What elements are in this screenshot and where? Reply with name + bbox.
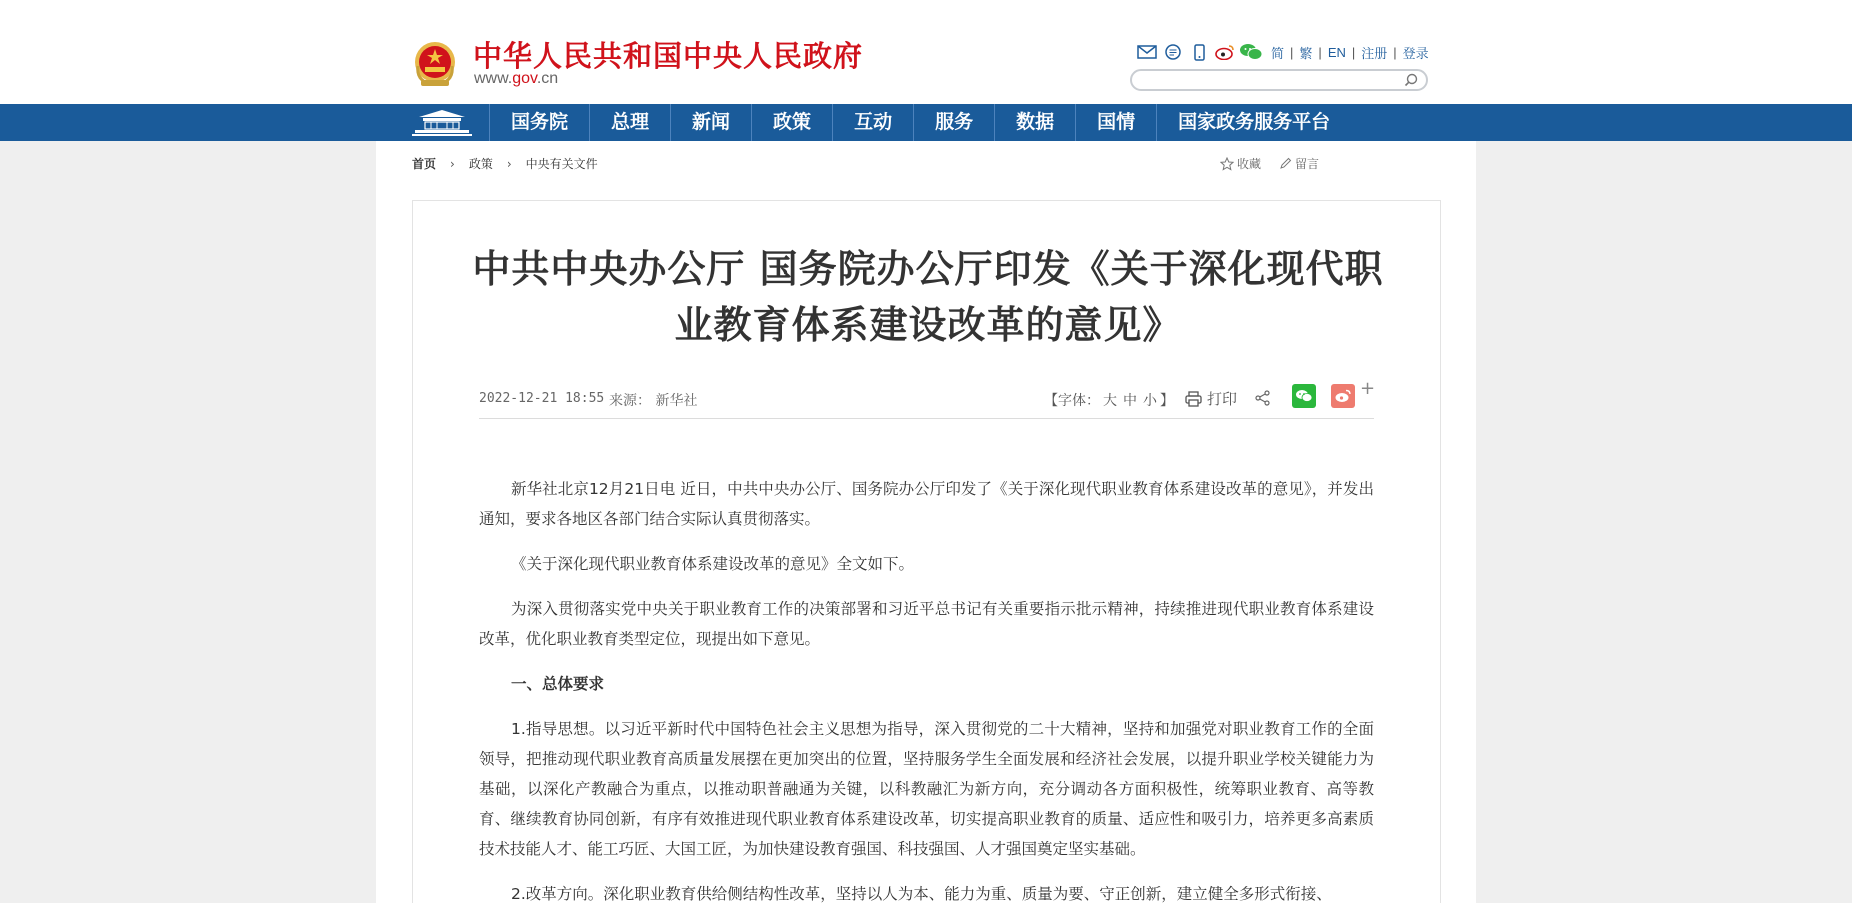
login-link[interactable]: 登录 <box>1402 45 1429 61</box>
article-paragraph: 《关于深化现代职业教育体系建设改革的意见》全文如下。 <box>511 555 915 573</box>
nav-items <box>489 104 1351 141</box>
print-button[interactable] <box>1185 388 1237 409</box>
printer-icon <box>1185 391 1202 407</box>
article-body <box>479 474 1374 903</box>
register-link[interactable]: 注册 <box>1361 45 1388 61</box>
wechat-icon[interactable] <box>1239 42 1263 62</box>
favorite-button[interactable] <box>1220 155 1261 172</box>
font-size-medium[interactable]: 中 <box>1123 393 1137 409</box>
header-tools <box>1135 41 1435 63</box>
chevron-right-icon: › <box>506 156 512 171</box>
chevron-right-icon: › <box>450 156 455 171</box>
nav-item-data[interactable]: 数据 <box>995 104 1076 141</box>
url-highlight: gov <box>512 70 537 87</box>
nav-item-state-council[interactable]: 国务院 <box>489 104 590 141</box>
print-label: 打印 <box>1207 390 1238 408</box>
favorite-label: 收藏 <box>1237 157 1262 171</box>
separator: | <box>1290 44 1294 60</box>
site-title[interactable]: 中华人民共和国中央人民政府 <box>473 39 864 73</box>
nav-item-gov-services-platform[interactable]: 国家政务服务平台 <box>1178 111 1331 133</box>
publish-time: 2022-12-21 18:55 <box>479 391 605 406</box>
font-size-label-open: 【字体： <box>1044 393 1100 409</box>
source-label: 来源： <box>609 393 651 409</box>
more-share-button[interactable]: + <box>1360 378 1376 399</box>
weibo-icon[interactable] <box>1213 42 1237 62</box>
separator: | <box>1351 44 1356 60</box>
comment-button[interactable] <box>1279 155 1319 172</box>
nav-item-policy[interactable]: 政策 <box>752 104 833 141</box>
pencil-icon <box>1279 157 1292 170</box>
mobile-icon[interactable] <box>1187 42 1211 62</box>
search-icon[interactable] <box>1403 72 1419 88</box>
nav-item-services[interactable]: 服务 <box>914 104 995 141</box>
article-paragraph: 2.改革方向。深化职业教育供给侧结构性改革，坚持以人为本、能力为重、质量为要、守正创新，建立健全多形式衔接、 <box>511 885 1332 903</box>
nav-item-premier[interactable]: 总理 <box>590 104 671 141</box>
message-icon[interactable] <box>1161 42 1185 62</box>
separator: | <box>1318 44 1322 60</box>
search-box <box>1130 69 1428 91</box>
weibo-share-icon[interactable] <box>1331 384 1355 408</box>
nav-item-interaction[interactable]: 互动 <box>833 104 914 141</box>
traditional-link[interactable]: 繁 <box>1299 45 1313 61</box>
article-paragraph: 新华社北京12月21日电 近日，中共中央办公厅、国务院办公厅印发了《关于深化现代职业教育体系建设改革的意见》，并发出通知，要求各地区各部门结合实际认真贯彻落实。 <box>479 480 1374 528</box>
font-size-large[interactable]: 大 <box>1103 393 1117 409</box>
simplified-link[interactable]: 简 <box>1271 45 1285 61</box>
article-card <box>412 200 1441 903</box>
source-name: 新华社 <box>655 393 698 409</box>
url-suffix: .cn <box>536 70 559 87</box>
article-meta <box>479 378 1376 419</box>
home-icon[interactable] <box>411 108 473 138</box>
font-size-small[interactable]: 小 <box>1143 393 1157 409</box>
breadcrumb-home[interactable]: 首页 <box>412 157 437 171</box>
english-link[interactable]: EN <box>1327 44 1346 60</box>
source <box>609 390 697 410</box>
search-input[interactable] <box>1142 72 1397 88</box>
nav-item-national-info[interactable]: 国情 <box>1076 104 1157 141</box>
section-heading: 一、总体要求 <box>511 674 605 693</box>
article-title: 中共中央办公厅 国务院办公厅印发《关于深化现代职业教育体系建设改革的意见》 <box>472 247 1384 347</box>
article-paragraph: 为深入贯彻落实党中央关于职业教育工作的决策部署和习近平总书记有关重要指示批示精神，持续推进现代职业教育体系建设改革，优化职业教育类型定位，现提出如下意见。 <box>479 600 1374 648</box>
breadcrumb-central-documents[interactable]: 中央有关文件 <box>525 157 598 171</box>
separator: | <box>1393 44 1397 60</box>
mail-icon[interactable] <box>1135 42 1159 62</box>
font-size-label-close: 】 <box>1160 393 1174 409</box>
font-size-selector <box>1044 390 1174 410</box>
main-nav <box>0 104 1852 141</box>
breadcrumb-policy[interactable]: 政策 <box>468 157 493 171</box>
comment-label: 留言 <box>1295 157 1320 171</box>
nav-item-news[interactable]: 新闻 <box>671 104 752 141</box>
site-header <box>0 0 1852 104</box>
share-icon[interactable] <box>1255 390 1270 406</box>
site-url[interactable] <box>474 70 558 88</box>
url-prefix: www. <box>474 70 513 87</box>
breadcrumb <box>412 155 598 172</box>
article-paragraph: 1.指导思想。以习近平新时代中国特色社会主义思想为指导，深入贯彻党的二十大精神，坚持和加强党对职业教育工作的全面领导，把推动现代职业教育高质量发展摆在更加突出的位置，坚持服务学生全面发展和经济社会发展，以提升职业学校关键能力为基础，以深化产教融合为重点，以推动职普融通为关键，以科教融汇为新方向，充分调动各方面积极性，统筹职业教育、高等教育、继续教育协同创新，有序有效推进现代职业教育体系建设改革，切实提高职业教育的质量、适应性和吸引力，培养更多高素质技术技能人才、能工巧匠、大国工匠，为加快建设教育强国、科技强国、人才强国奠定坚实基础。 <box>479 720 1374 858</box>
wechat-share-icon[interactable] <box>1292 384 1316 408</box>
national-emblem-icon[interactable] <box>412 40 458 92</box>
star-icon <box>1220 157 1234 171</box>
page-actions <box>1220 155 1337 172</box>
